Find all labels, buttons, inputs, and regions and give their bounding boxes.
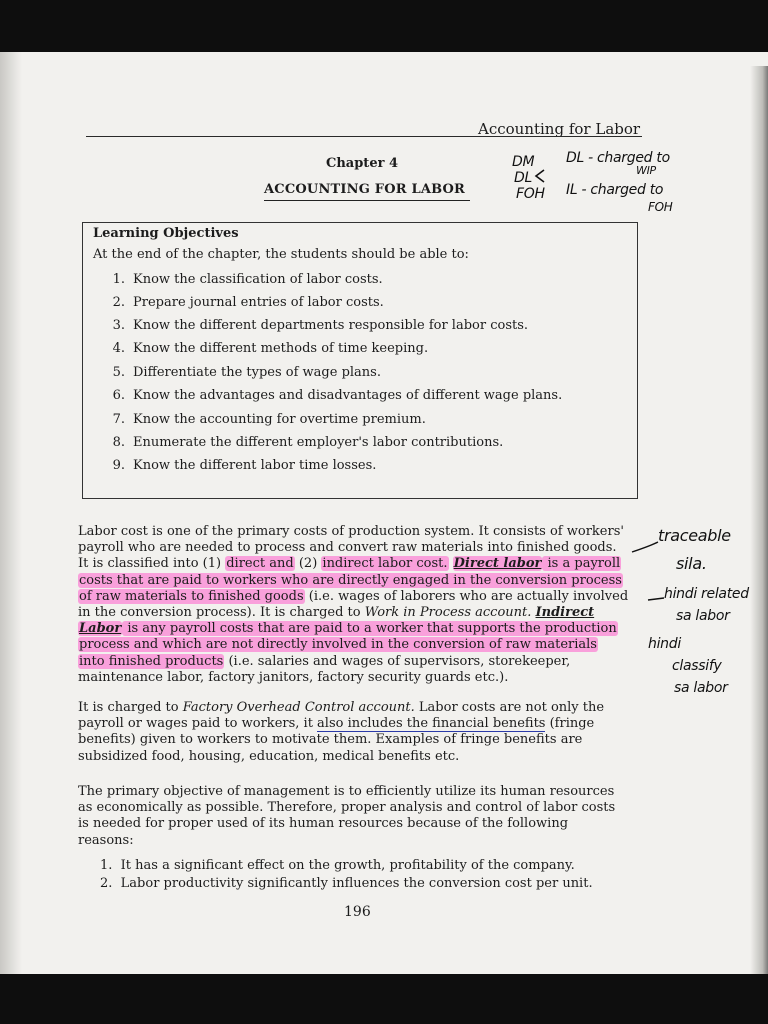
paragraph-fringe-benefits: It is charged to Factory Overhead Control account. Labor costs are not only the payroll or wages paid to workers, it also includes the financial benefits (fringe benefits) given to workers to motivate them. Examples of fringe benefits are subsidized food, housing, education, medical benefits etc. [78, 700, 605, 764]
arrow-mark [648, 598, 664, 600]
highlight: is any payroll costs that are paid to a worker that supports the production [123, 621, 617, 637]
highlight: into finished products [79, 653, 224, 669]
handwritten-hindi: hindi [648, 636, 681, 652]
pen-marks [0, 52, 768, 974]
handwritten-dl: DL [514, 170, 532, 186]
chapter-number: Chapter 4 [326, 156, 399, 171]
page-number: 196 [344, 904, 371, 920]
handwritten-foh: FOH [516, 186, 545, 202]
chapter-title: ACCOUNTING FOR LABOR [264, 182, 466, 197]
handwritten-foh-2: FOH [648, 200, 673, 214]
highlight: direct and [226, 556, 294, 572]
term-labor: Labor [79, 621, 122, 637]
list-item: 1. It has a significant effect on the growth, profitability of the company. [100, 858, 575, 873]
learning-objectives-box: Learning Objectives At the end of the chapter, the students should be able to: 1. Know the classification of labor costs. 2. Prepare journal entries of labor costs. 3. Know the different departments responsible for labor costs. 4. Know the different methods of time keeping. 5. Differentiate the types of wage plans. 6. Know the advantages and disadvantages of different wage plans. 7. Know the accounting for overtime premium. 8. Enumerate the different employer's labor contributions. 9. Know the different labor time losses. [82, 222, 638, 499]
running-head: Accounting for Labor [478, 120, 641, 138]
handwritten-sila: sila. [676, 554, 707, 573]
handwritten-il-charged: IL - charged to [566, 182, 664, 198]
highlight: indirect labor cost. [322, 556, 448, 572]
handwritten-sa-labor-2: sa labor [674, 680, 728, 696]
book-page [0, 52, 768, 974]
paragraph-labor-cost: Labor cost is one of the primary costs of production system. It consists of workers' payroll who are needed to process and convert raw materials into finished goods. It is classified into (1) direct and (2) indirect labor cost. Direct labor is a payroll costs that are paid to workers who are directly engaged in the conversion process of raw materials to finished goods (i.e. wages of laborers who are actually involved in the conversion process). It is charged to Work in Process account. Indirect Labor is any payroll costs that are paid to a worker that supports the production process and which are not directly involved in the conversion of raw materials into finished products (i.e. salaries and wages of supervisors, storekeeper, maintenance labor, factory janitors, factory security guards etc.). [78, 524, 629, 685]
objectives-heading: Learning Objectives [93, 226, 239, 241]
highlight: of raw materials to finished goods [79, 588, 304, 604]
handwritten-dl-charged: DL - charged to [566, 150, 670, 166]
handwritten-classify: classify [672, 658, 722, 674]
objectives-intro: At the end of the chapter, the students should be able to: [93, 247, 469, 262]
term-indirect-labor: Indirect [535, 605, 595, 621]
highlight: costs that are paid to workers who are directly engaged in the conversion process [79, 572, 622, 588]
arrow-mark [632, 542, 658, 552]
highlight: process and which are not directly involved in the conversion of raw materials [79, 637, 597, 653]
pen-underline: also includes the financial benefits [317, 716, 546, 732]
paragraph-objective: The primary objective of management is to efficiently utilize its human resources as economically as possible. Therefore, proper analysis and control of labor costs is needed for proper used of its human resources because of the following reasons: [78, 784, 616, 848]
handwritten-traceable: traceable [658, 526, 731, 545]
term-direct-labor: Direct labor [453, 556, 542, 572]
bracket-mark [536, 170, 544, 182]
handwritten-dm: DM [512, 154, 535, 170]
handwritten-wip: WIP [636, 164, 656, 177]
handwritten-sa-labor: sa labor [676, 608, 730, 624]
highlight: is a payroll [543, 556, 621, 572]
list-item: 2. Labor productivity significantly influences the conversion cost per unit. [100, 876, 593, 891]
handwritten-hindi-related: hindi related [664, 586, 749, 602]
